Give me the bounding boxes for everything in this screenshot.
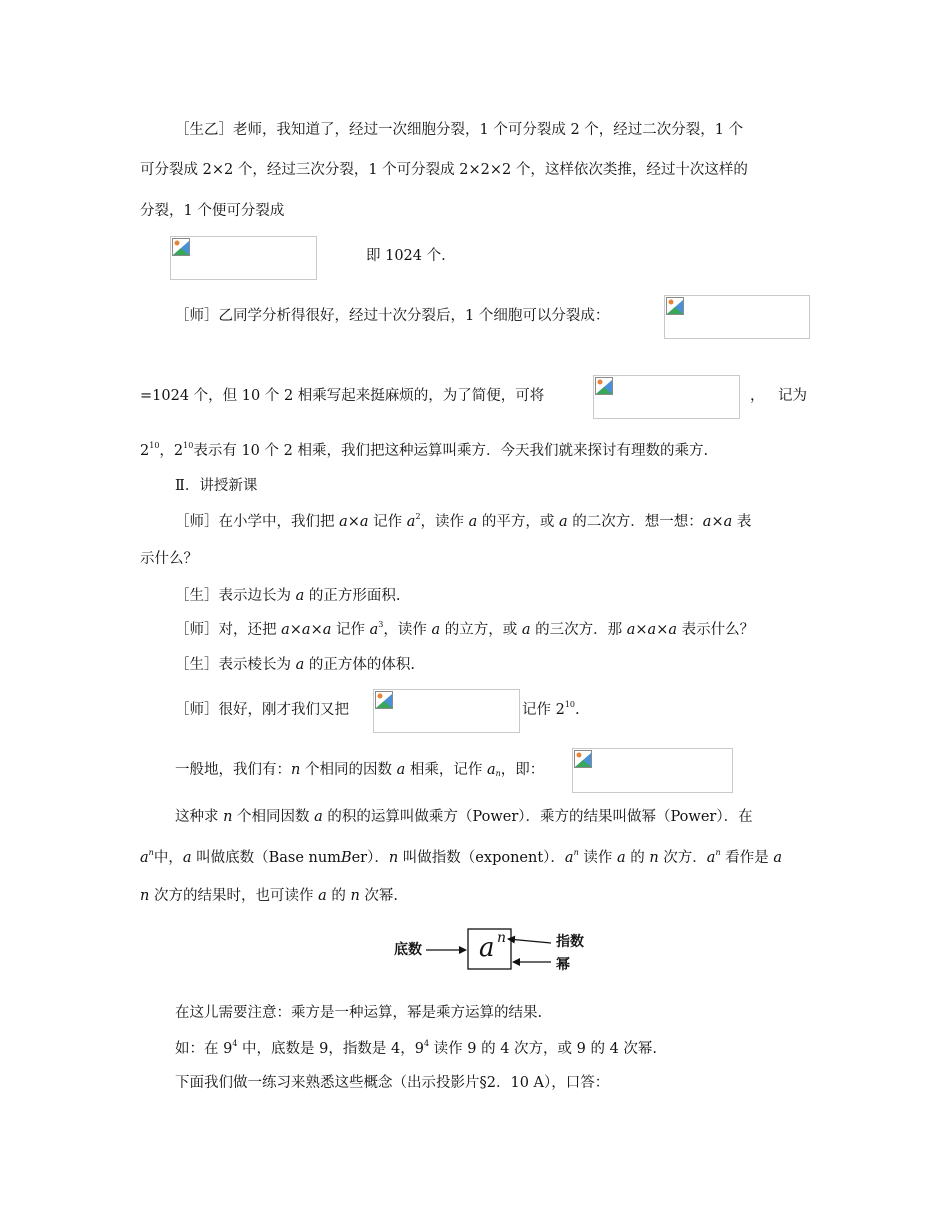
para-line: ［生］表示边长为 a 的正方形面积. bbox=[175, 588, 401, 604]
para-line: ［师］在小学中，我们把 a×a 记作 $a^2$，读作 a 的平方，或 a 的二次方．想一想：a×a 表 bbox=[175, 512, 752, 530]
para-line: ， bbox=[750, 388, 765, 404]
para-line: 可分裂成 2×2 个，经过三次分裂，1 个可分裂成 2×2×2 个，这样依次类推，经过十次这样的 bbox=[140, 162, 748, 178]
base-label: 底数 bbox=[394, 942, 422, 958]
para-line: ［师］对，还把 a×a×a 记作 $a^3$，读作 a 的立方，或 a 的三次方．那 a×a×a 表示什么？ bbox=[175, 620, 755, 638]
para-line: $2^{10}$，$2^{10}$表示有 10 个 2 相乘，我们把这种运算叫乘方．今天我们就来探讨有理数的乘方. bbox=[140, 441, 709, 459]
para-line: 一般地，我们有：n 个相同的因数 a 相乘，记作 $a_n$，即： bbox=[175, 762, 545, 778]
para-line: 记作 $2^{10}$. bbox=[522, 700, 580, 718]
para-line: 下面我们做一练习来熟悉这些概念（出示投影片§2．10 A），口答： bbox=[175, 1075, 610, 1091]
broken-image-placeholder bbox=[170, 236, 317, 280]
exponent-variable: n bbox=[497, 930, 507, 946]
broken-image-placeholder bbox=[373, 689, 520, 733]
broken-image-placeholder bbox=[572, 748, 733, 793]
broken-image-icon bbox=[375, 691, 393, 709]
exponent-label: 指数 bbox=[556, 934, 584, 950]
para-line: ［生］表示棱长为 a 的正方体的体积. bbox=[175, 657, 415, 673]
broken-image-icon bbox=[172, 238, 190, 256]
broken-image-placeholder bbox=[593, 375, 740, 419]
para-line: 记为 bbox=[778, 388, 807, 404]
broken-image-icon bbox=[574, 750, 592, 768]
para-line: $a^n$中，a 叫做底数（Base numBer）．n 叫做指数（exponent）．$a^n$ 读作 a 的 n 次方．$a^n$ 看作是 a bbox=[140, 848, 782, 866]
para-line: ［生乙］老师，我知道了，经过一次细胞分裂，1 个可分裂成 2 个，经过二次分裂，1 个 bbox=[175, 122, 744, 138]
para-line: 如：在 $9^4$ 中，底数是 9，指数是 4，$9^4$ 读作 9 的 4 次方，或 9 的 4 次幂. bbox=[175, 1039, 658, 1057]
exponent-arrow bbox=[508, 939, 551, 943]
para-line: 示什么？ bbox=[140, 551, 198, 567]
broken-image-icon bbox=[595, 377, 613, 395]
para-line: 在这儿需要注意：乘方是一种运算，幂是乘方运算的结果. bbox=[175, 1005, 543, 1021]
para-line: ［师］很好，刚才我们又把 bbox=[175, 702, 349, 718]
broken-image-placeholder bbox=[664, 295, 810, 339]
para-line: 即 1024 个. bbox=[366, 248, 446, 264]
para-line: ［师］乙同学分析得很好，经过十次分裂后，1 个细胞可以分裂成： bbox=[175, 308, 610, 324]
para-line: =1024 个，但 10 个 2 相乘写起来挺麻烦的，为了简便，可将 bbox=[140, 388, 545, 404]
para-line: 这种求 n 个相同因数 a 的积的运算叫做乘方（Power）．乘方的结果叫做幂（Power）．在 bbox=[175, 809, 753, 825]
section-heading: Ⅱ．讲授新课 bbox=[175, 478, 258, 494]
broken-image-icon bbox=[666, 297, 684, 315]
base-variable: a bbox=[479, 933, 495, 963]
power-label: 幂 bbox=[556, 957, 570, 973]
para-line: n 次方的结果时，也可读作 a 的 n 次幂. bbox=[140, 888, 398, 904]
power-diagram bbox=[386, 925, 591, 980]
para-line: 分裂，1 个便可分裂成 bbox=[140, 203, 285, 219]
